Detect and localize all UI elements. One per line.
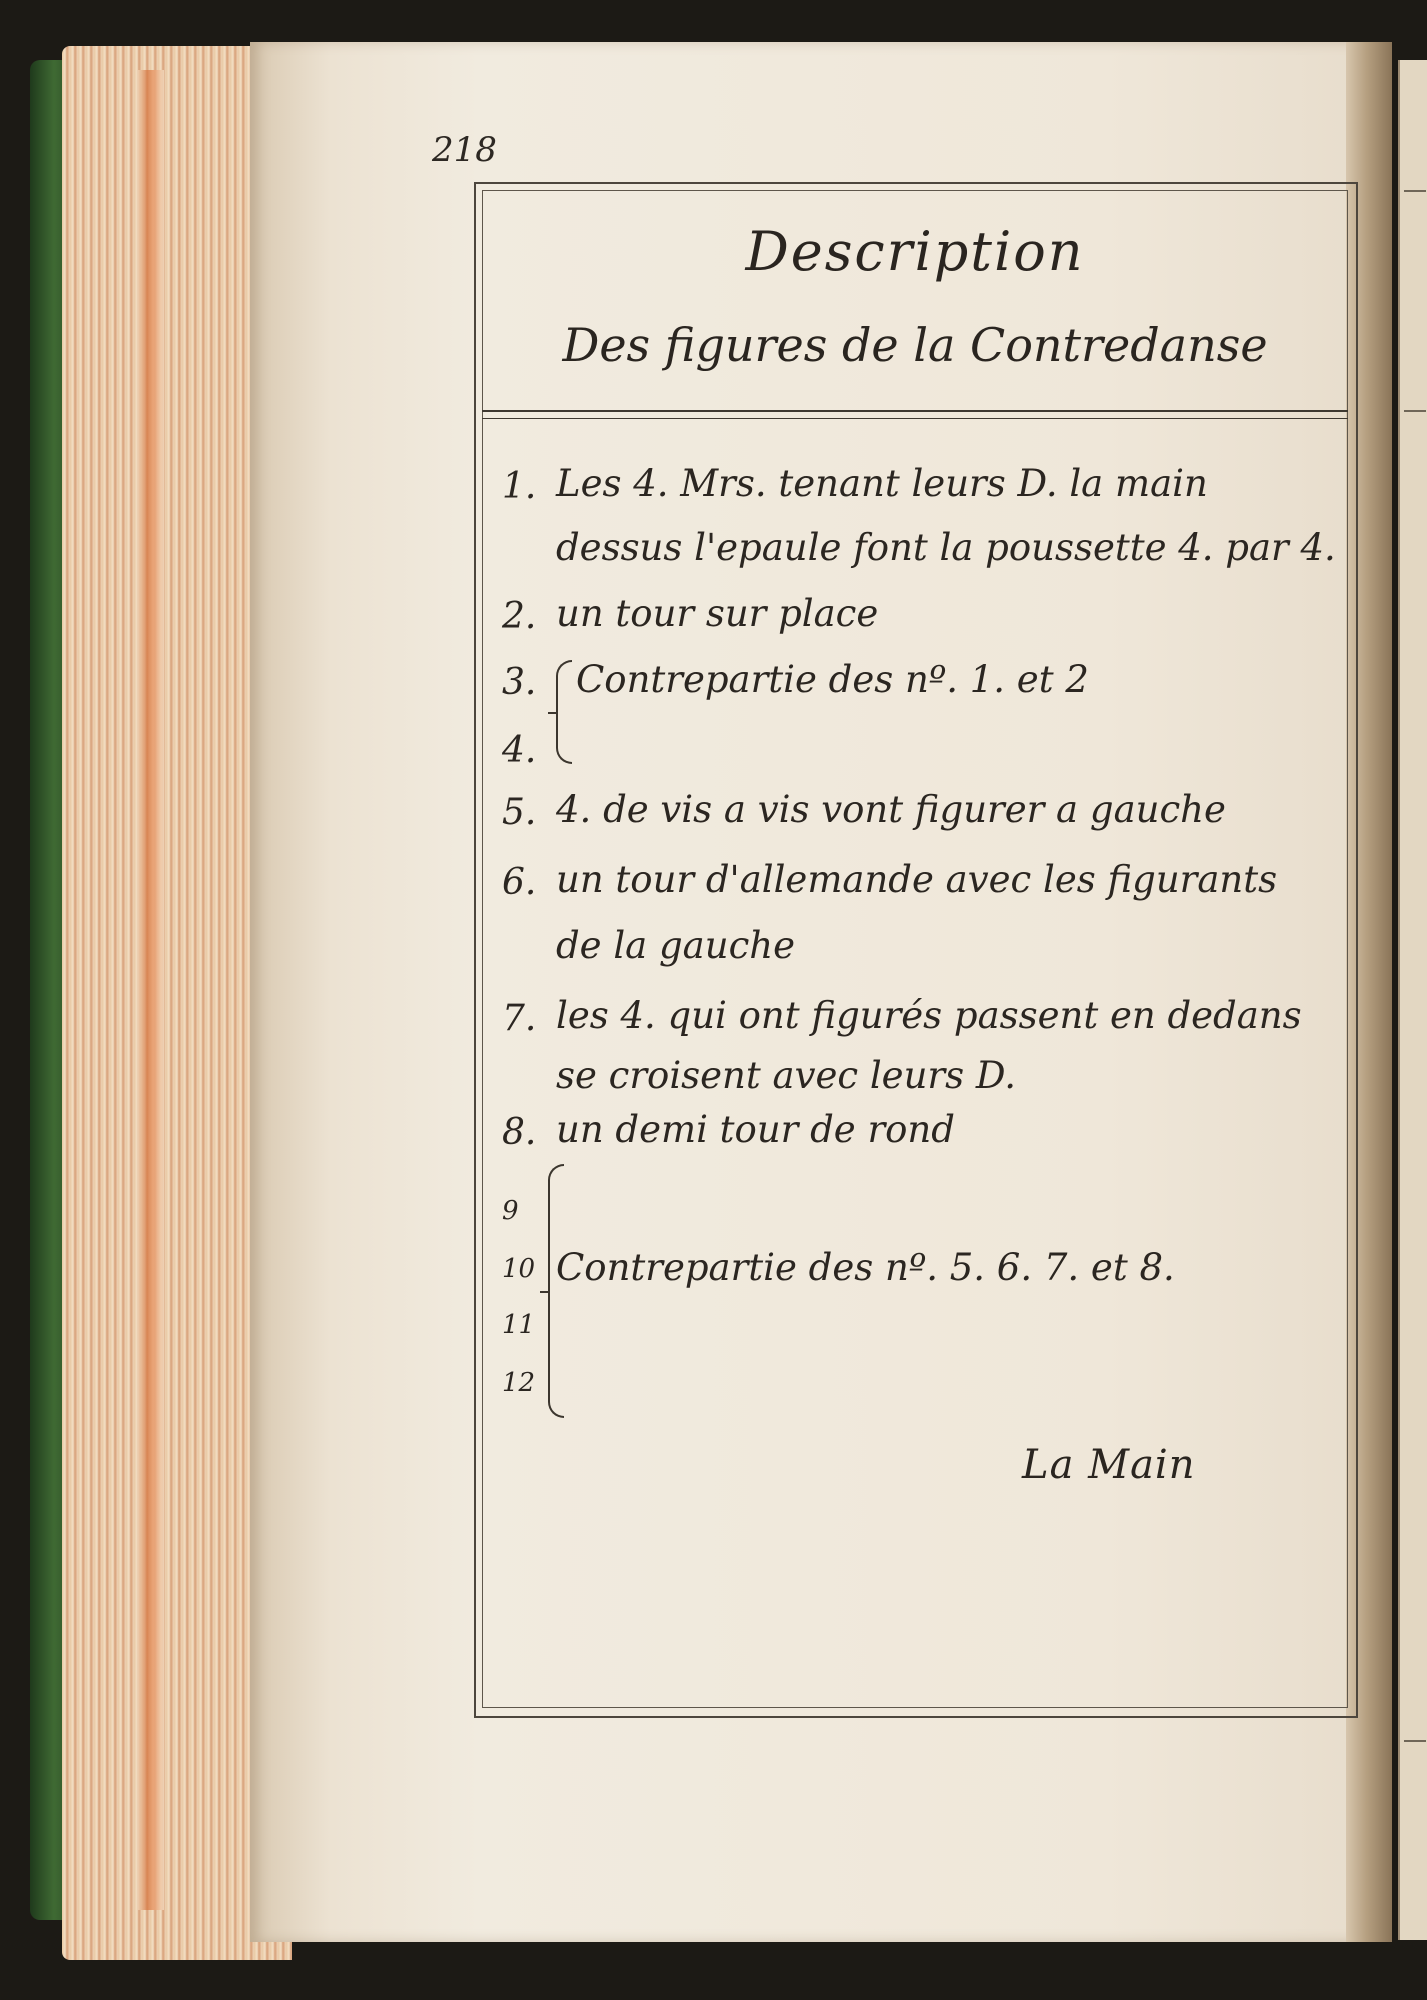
figure-description: un tour d'allemande avec les figurants [556, 858, 1278, 901]
grouping-brace [556, 660, 572, 764]
figure-description: un tour sur place [556, 592, 879, 635]
facing-page-rule [1404, 410, 1426, 412]
title-divider [482, 418, 1348, 419]
figure-number: 5. [502, 792, 537, 833]
facing-page-rule [1404, 1740, 1426, 1742]
figure-number: 3. [502, 662, 537, 703]
figure-number: 11 [502, 1310, 536, 1340]
figure-description: Contrepartie des nº. 5. 6. 7. et 8. [556, 1246, 1175, 1289]
figure-description: Les 4. Mrs. tenant leurs D. la main [556, 462, 1208, 505]
page-number: 218 [432, 130, 497, 170]
figure-number: 9 [502, 1196, 519, 1226]
figure-description: de la gauche [556, 924, 796, 967]
page-subtitle: Des figures de la Contredanse [562, 318, 1268, 372]
figure-number: 10 [502, 1254, 536, 1284]
figure-number: 6. [502, 862, 537, 903]
figure-description: dessus l'epaule font la poussette 4. par 4. [556, 526, 1336, 569]
title-divider [482, 410, 1348, 412]
facing-page-edge [1398, 60, 1427, 1940]
figure-number: 1. [502, 466, 537, 507]
figure-description: Contrepartie des nº. 1. et 2 [576, 658, 1089, 701]
figure-number: 12 [502, 1368, 536, 1398]
figure-number: 8. [502, 1112, 537, 1153]
figure-description: un demi tour de rond [556, 1108, 955, 1151]
figure-description: les 4. qui ont figurés passent en dedans [556, 994, 1302, 1037]
colored-page-edge [138, 70, 164, 1910]
figure-number: 7. [502, 998, 537, 1039]
figure-number: 2. [502, 596, 537, 637]
figure-description: se croisent avec leurs D. [556, 1054, 1016, 1097]
facing-page-rule [1404, 190, 1426, 192]
figure-description: 4. de vis a vis vont figurer a gauche [556, 788, 1226, 831]
figure-number: 4. [502, 730, 537, 771]
page-title: Description [745, 220, 1085, 283]
grouping-brace [548, 1164, 564, 1418]
signature: La Main [1022, 1442, 1196, 1488]
